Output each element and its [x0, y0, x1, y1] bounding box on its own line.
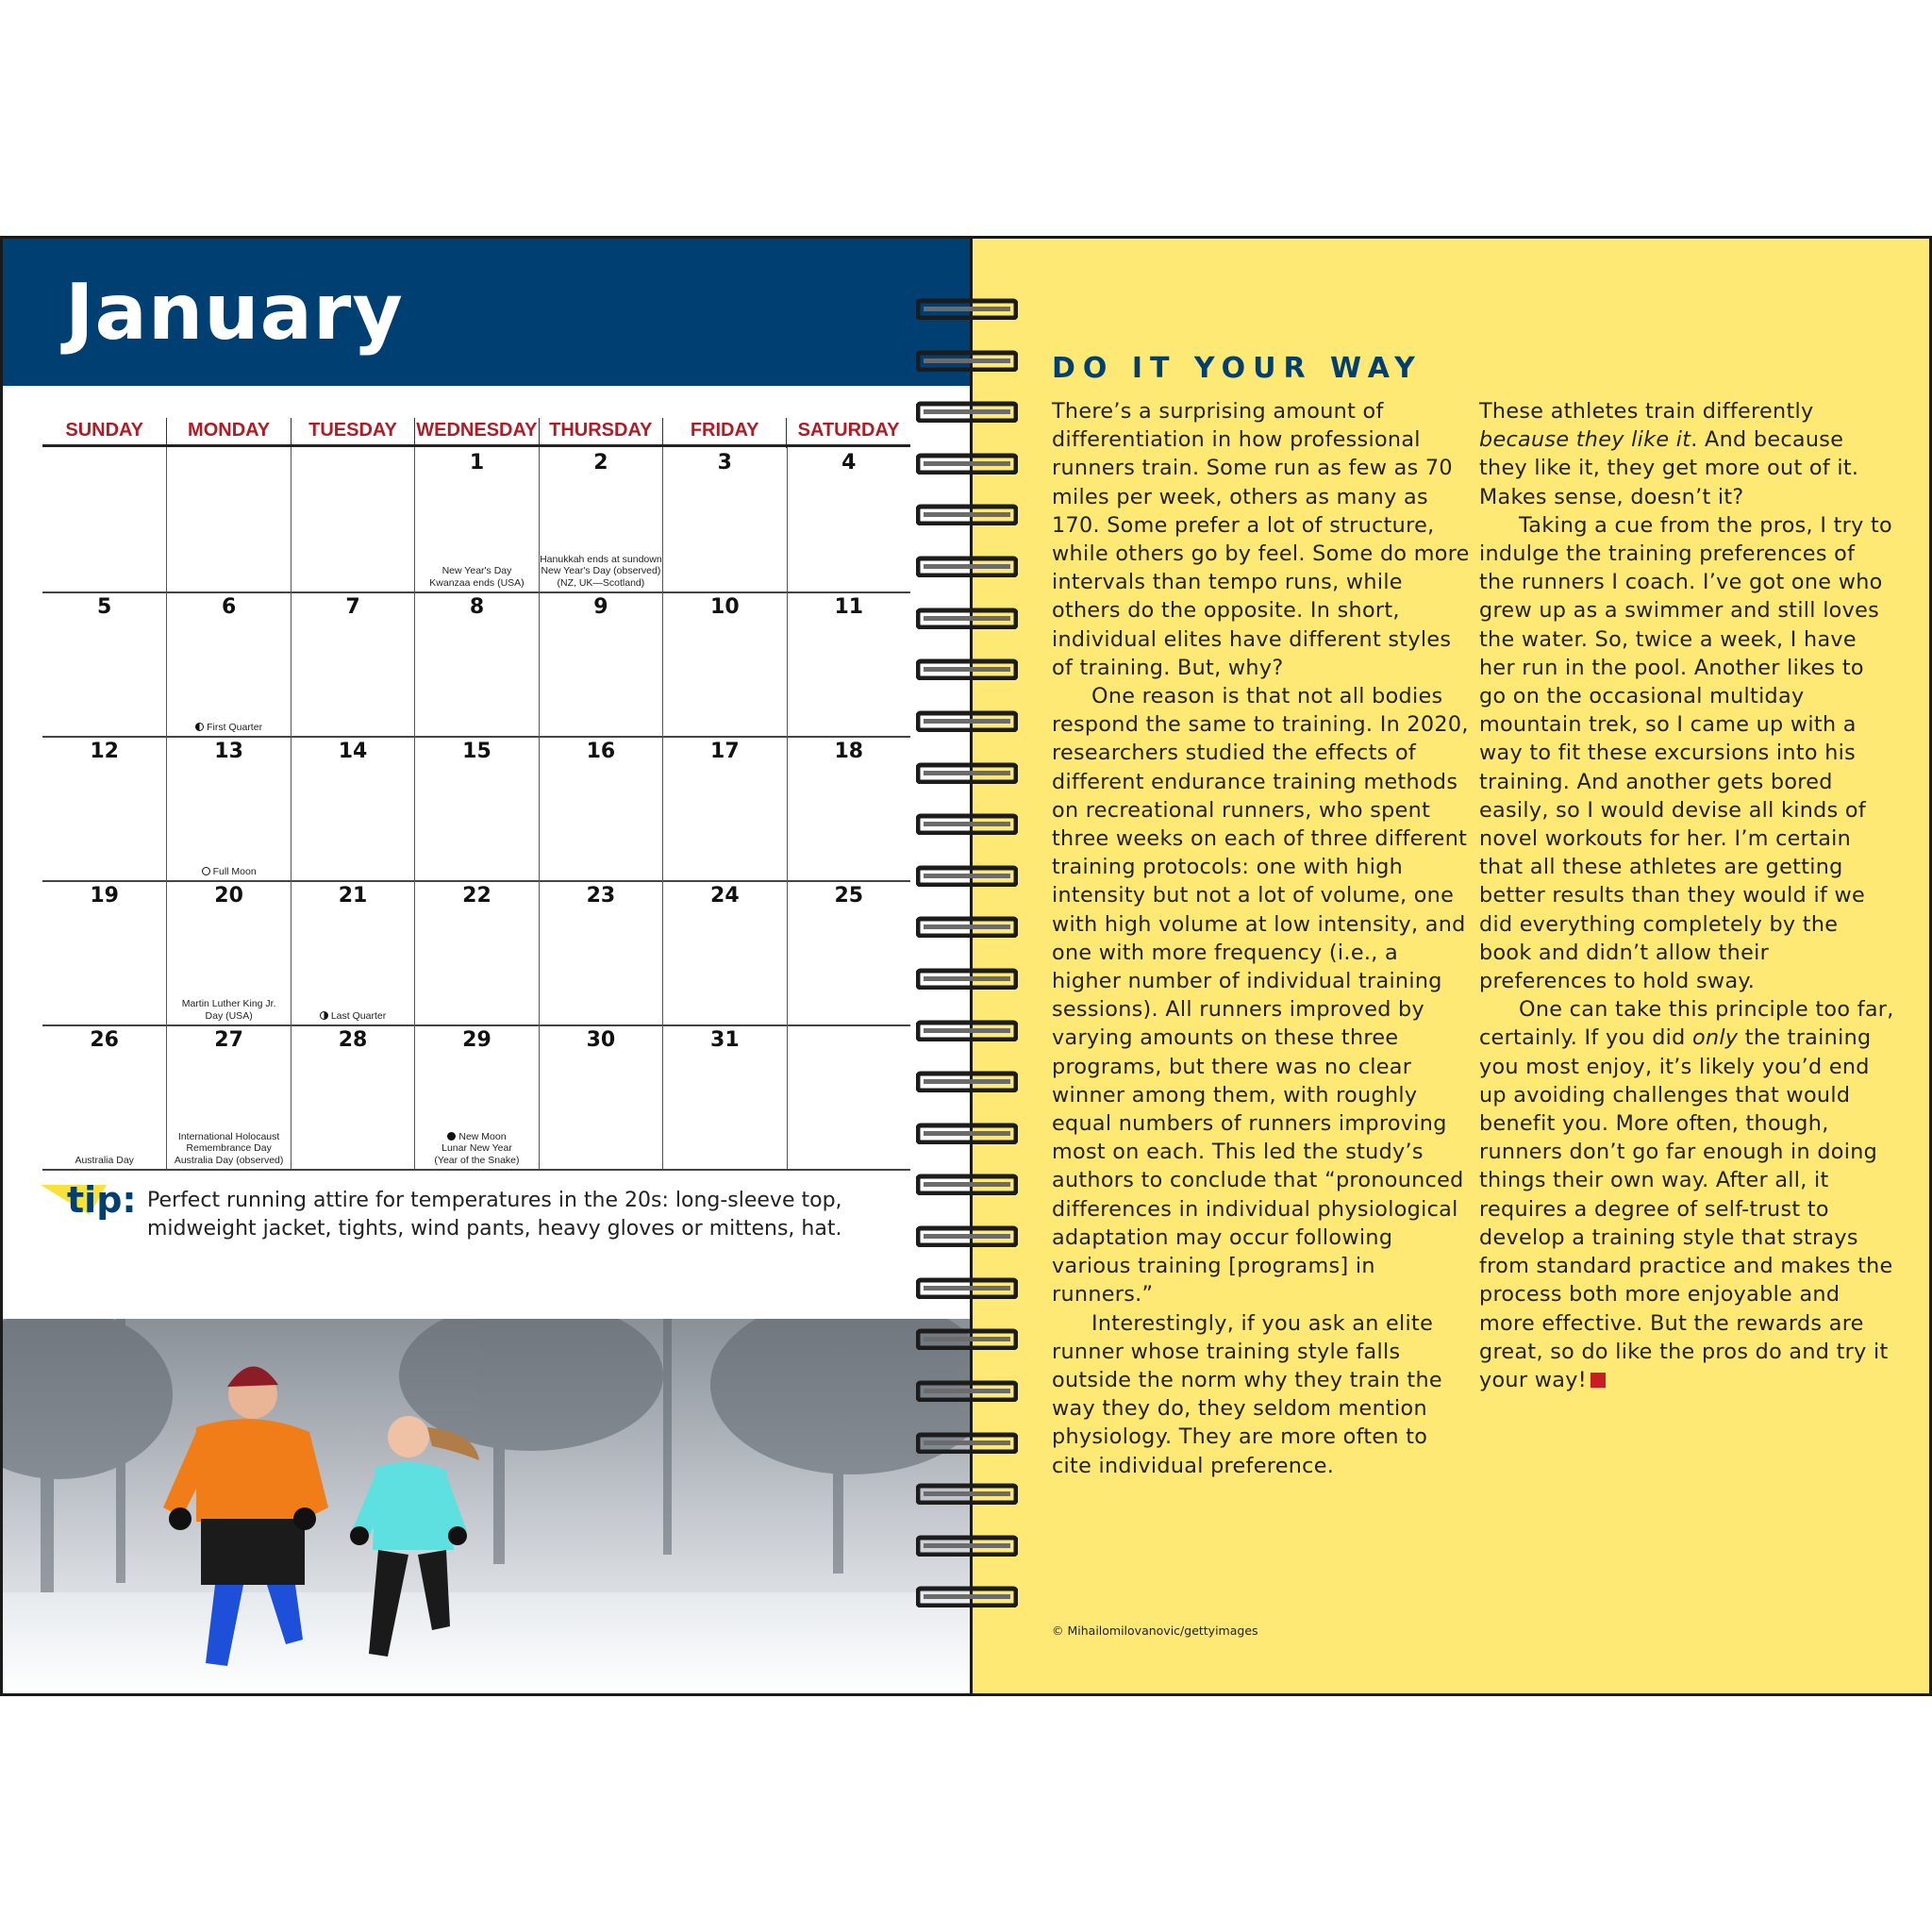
month-header	[3, 239, 970, 386]
day-cell[interactable]	[414, 591, 538, 736]
day-note: First Quarter	[167, 722, 290, 734]
tip-text: Perfect running attire for temperatures in the 20s: long-sleeve top, midweight jacket, tights, wind pants, heavy gloves or mittens, hat.	[147, 1189, 842, 1241]
moon-phase-icon	[195, 723, 204, 731]
day-number: 27	[214, 1028, 243, 1052]
day-cell[interactable]	[42, 736, 166, 880]
spiral-ring	[916, 1120, 1018, 1144]
calendar-week	[42, 591, 910, 738]
day-cell[interactable]	[166, 591, 290, 736]
article-paragraph	[1479, 995, 1894, 1394]
day-number: 7	[345, 595, 360, 619]
calendar-week	[42, 1024, 910, 1171]
article-page	[970, 239, 1929, 1693]
day-cell[interactable]	[291, 880, 414, 1024]
day-number: 29	[462, 1028, 491, 1052]
spiral-ring	[916, 810, 1018, 835]
day-cell[interactable]	[539, 736, 662, 880]
day-number: 5	[97, 595, 112, 619]
emphasis-text: because they like it	[1479, 427, 1691, 453]
spiral-ring	[916, 965, 1018, 990]
spiral-ring	[916, 759, 1018, 784]
day-header-tuesday: TUESDAY	[291, 418, 414, 448]
day-cell[interactable]	[539, 1024, 662, 1169]
tip-label: tip:	[67, 1179, 137, 1221]
day-number: 15	[462, 740, 491, 763]
day-number: 9	[593, 595, 608, 619]
day-number: 26	[90, 1028, 119, 1052]
day-number: 18	[834, 740, 864, 763]
day-cell[interactable]	[414, 1024, 538, 1169]
day-header-monday: MONDAY	[166, 418, 290, 448]
tip-box	[41, 1177, 946, 1253]
day-number: 19	[90, 884, 119, 908]
day-number: 11	[834, 595, 864, 619]
day-number: 31	[710, 1028, 740, 1052]
spiral-ring	[916, 1017, 1018, 1041]
day-cell[interactable]	[662, 880, 786, 1024]
end-mark-icon	[1591, 1373, 1606, 1388]
day-cell[interactable]	[787, 1024, 910, 1169]
day-number: 22	[462, 884, 491, 908]
day-note: New Moon Lunar New Year (Year of the Snake)	[434, 1130, 520, 1166]
spiral-ring	[916, 1532, 1018, 1557]
spiral-binding	[916, 295, 1020, 1635]
day-note: International Holocaust Remembrance Day Australia Day (observed)	[174, 1130, 284, 1166]
day-number: 4	[841, 451, 857, 475]
moon-phase-icon	[447, 1132, 456, 1141]
day-number: 16	[586, 740, 616, 763]
text-run: . And because they like it, they get more out of it. Makes sense, doesn’t it?	[1479, 427, 1859, 509]
day-cell[interactable]	[662, 447, 786, 591]
day-number: 17	[710, 740, 740, 763]
day-cell[interactable]	[291, 736, 414, 880]
spiral-ring	[916, 1325, 1018, 1350]
day-cell[interactable]	[42, 591, 166, 736]
day-cell[interactable]	[42, 880, 166, 1024]
day-cell[interactable]	[291, 1024, 414, 1169]
day-number: 14	[338, 740, 368, 763]
spiral-ring	[916, 656, 1018, 680]
spiral-ring	[916, 605, 1018, 629]
day-cell[interactable]	[787, 880, 910, 1024]
text-run: the training you most enjoy, it’s likely you’d end up avoiding challenges that would benefit you. More often, though, runners don’t go far enough in doing things their own way. After all, it requires a degree of self-trust to develop a training style that strays from standard practice and makes the process both more enjoyable and more effective. But the rewards are great, so do like the pros do and try it your way!	[1479, 1025, 1893, 1392]
day-number: 2	[593, 451, 608, 475]
calendar-grid	[42, 444, 910, 1172]
emphasis-text: only	[1692, 1025, 1739, 1051]
day-number: 6	[221, 595, 237, 619]
day-cell[interactable]	[166, 1024, 290, 1169]
article-title: DO IT YOUR WAY	[1052, 352, 1423, 385]
day-note: New Year's Day Kwanzaa ends (USA)	[429, 565, 525, 589]
spiral-ring	[916, 553, 1018, 577]
day-cell[interactable]	[166, 880, 290, 1024]
spiral-ring	[916, 1429, 1018, 1454]
day-number: 30	[586, 1028, 616, 1052]
spiral-ring	[916, 1068, 1018, 1092]
day-cell[interactable]	[539, 591, 662, 736]
calendar-week	[42, 736, 910, 882]
day-cell[interactable]	[787, 591, 910, 736]
day-number: 12	[90, 740, 119, 763]
article-paragraph: Taking a cue from the pros, I try to indulge the training preferences of the runners I coach. I’ve got one who grew up as a swimmer and still loves the water. So, twice a week, I have her run in the pool. Another likes to go on the occasional multiday mountain trek, so I came up with a way to fit these excursions into his training. And another gets bored easily, so I would devise all kinds of novel workouts for her. I’m certain that all these athletes are getting better results than they would if we did everything completely by the book and didn’t allow their preferences to hold sway.	[1479, 512, 1892, 994]
photo-credit: © Mihailomilovanovic/gettyimages	[1052, 1624, 1258, 1638]
day-cell[interactable]	[662, 591, 786, 736]
day-note: Hanukkah ends at sundown New Year's Day (observed) (NZ, UK—Scotland)	[540, 553, 662, 589]
day-note: Australia Day	[75, 1154, 134, 1166]
spiral-ring	[916, 1223, 1018, 1247]
day-header-friday: FRIDAY	[662, 418, 786, 448]
article-column-2	[1479, 397, 1894, 1394]
day-number: 23	[586, 884, 616, 908]
day-cell[interactable]	[291, 591, 414, 736]
day-number: 20	[214, 884, 243, 908]
spiral-ring	[916, 913, 1018, 938]
spiral-ring	[916, 398, 1018, 423]
article-paragraph: Interestingly, if you ask an elite runner whose training style falls outside the norm why they train the way they do, they seldom mention physiology. They are more often to cite individual preference.	[1052, 1310, 1442, 1478]
day-number: 21	[338, 884, 368, 908]
day-cell[interactable]	[414, 447, 538, 591]
spiral-ring	[916, 450, 1018, 475]
article-paragraph: There’s a surprising amount of differentiation in how professional runners train. Some run as few as 70 miles per week, others as many as 170. Some prefer a lot of structure, while others go by feel. Some do more intervals than tempo runs, while others do the opposite. In short, individual elites have different styles of training. But, why?	[1052, 399, 1470, 680]
spiral-ring	[916, 1583, 1018, 1607]
day-cell[interactable]	[42, 1024, 166, 1169]
spiral-ring	[916, 295, 1018, 320]
day-number: 3	[717, 451, 732, 475]
tip-badge	[41, 1179, 140, 1232]
article-paragraph: One reason is that not all bodies respond the same to training. In 2020, researchers studied the effects of different endurance training methods on recreational runners, who spent three weeks on each of three different training protocols: one with high intensity but not a lot of volume, one with high volume at low intensity, and one with more frequency (i.e., a higher number of individual training sessions). All runners improved by varying amounts on these three programs, but there was no clear winner among them, with roughly equal numbers of runners improving most on each. This led the study’s authors to conclude that “pronounced differences in individual physiological adaptation may occur following various training [programs] in runners.”	[1052, 684, 1469, 1307]
spiral-ring	[916, 1274, 1018, 1299]
spiral-ring	[916, 708, 1018, 732]
day-cell[interactable]	[414, 880, 538, 1024]
day-cell[interactable]	[42, 447, 166, 591]
day-cell[interactable]	[539, 447, 662, 591]
article-paragraph	[1479, 397, 1894, 511]
calendar-page	[3, 239, 970, 1693]
day-number: 25	[834, 884, 864, 908]
day-header-sunday: SUNDAY	[65, 420, 143, 441]
day-number: 24	[710, 884, 740, 908]
day-note: Martin Luther King Jr. Day (USA)	[181, 998, 276, 1022]
month-title: January	[65, 268, 404, 358]
runners-illustration	[3, 1319, 970, 1693]
day-number: 8	[469, 595, 485, 619]
day-header-thursday: THURSDAY	[539, 418, 662, 448]
moon-phase-icon	[320, 1011, 328, 1020]
day-number: 10	[710, 595, 740, 619]
spiral-ring	[916, 862, 1018, 887]
calendar-week	[42, 447, 910, 593]
calendar-week	[42, 880, 910, 1026]
day-note: Last Quarter	[291, 1010, 414, 1023]
day-number: 28	[338, 1028, 368, 1052]
text-run: One can take this principle too far, certainly. If you did	[1479, 997, 1894, 1051]
spiral-ring	[916, 1377, 1018, 1402]
day-cell[interactable]	[414, 736, 538, 880]
spiral-ring	[916, 501, 1018, 525]
article-column-1	[1052, 397, 1472, 1480]
spiral-ring	[916, 347, 1018, 372]
winter-runners-photo	[3, 1319, 970, 1693]
day-note: Full Moon	[167, 866, 290, 878]
day-cell[interactable]	[787, 736, 910, 880]
day-cell[interactable]	[291, 447, 414, 591]
day-number: 1	[469, 451, 485, 475]
spiral-ring	[916, 1171, 1018, 1195]
moon-phase-icon	[202, 867, 210, 875]
day-cell[interactable]	[787, 447, 910, 591]
spiral-ring	[916, 1480, 1018, 1505]
day-cell[interactable]	[166, 447, 290, 591]
day-cell[interactable]	[166, 736, 290, 880]
day-header-wednesday: WEDNESDAY	[414, 418, 538, 448]
day-cell[interactable]	[662, 736, 786, 880]
day-cell[interactable]	[539, 880, 662, 1024]
day-number: 13	[214, 740, 243, 763]
planner-spread	[0, 236, 1932, 1696]
day-header-saturday: SATURDAY	[786, 418, 909, 448]
text-run: These athletes train differently	[1479, 399, 1814, 424]
day-cell[interactable]	[662, 1024, 786, 1169]
